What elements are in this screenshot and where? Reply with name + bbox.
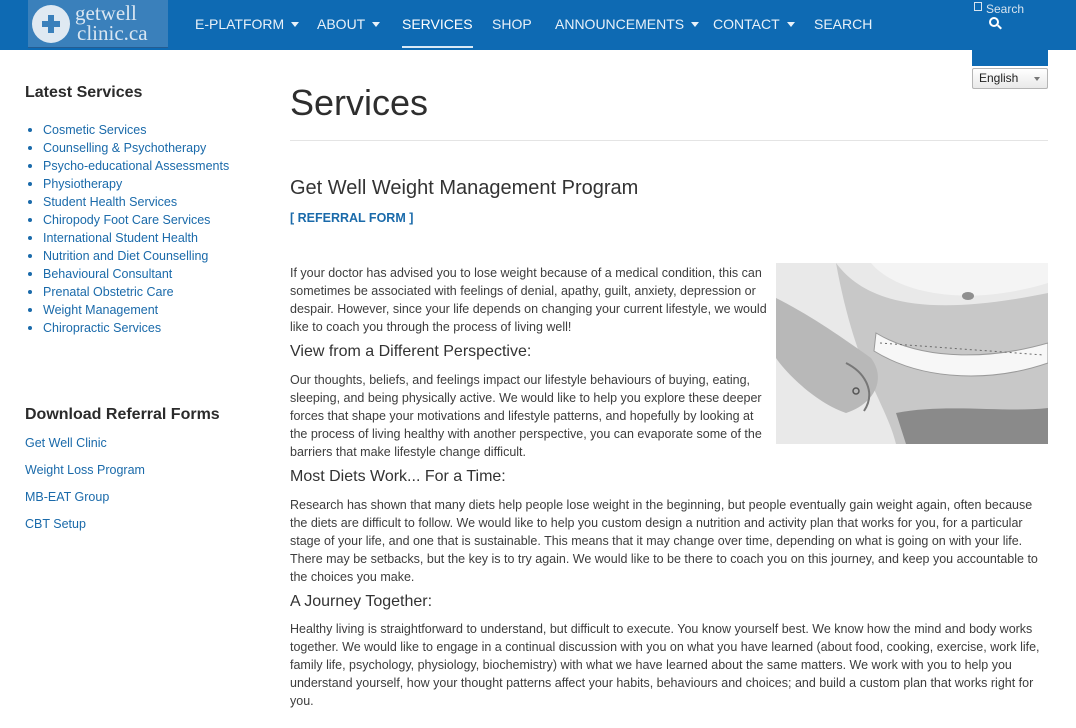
service-link-label: Student Health Services <box>43 195 178 209</box>
text-line: stage of your life, and one that is sustainable. This means that it may change over time, depending on what is going on with your life. <box>290 534 1023 548</box>
text-line: like to coach you through the process of living well! <box>290 320 572 334</box>
service-link-label: Physiotherapy <box>43 177 123 191</box>
form-link-mb-eat-group[interactable]: MB-EAT Group <box>25 490 110 504</box>
nav-label: SHOP <box>492 16 532 32</box>
caret-down-icon <box>291 22 299 27</box>
referral-form-link[interactable]: [ REFERRAL FORM ] <box>290 211 414 225</box>
text-line: Healthy living is straightforward to understand, but difficult to execute. You know yourself best. We know how the mind and body works <box>290 622 1033 636</box>
text-line: the choices you make. <box>290 570 415 584</box>
search-icon <box>989 17 1002 30</box>
nav-item-shop[interactable] <box>492 0 532 50</box>
nav-item-services[interactable] <box>402 0 473 50</box>
service-link-label: Nutrition and Diet Counselling <box>43 249 209 263</box>
text-line: sometimes be associated with feelings of denial, apathy, guilt, anxiety, depression or <box>290 284 756 298</box>
text-line: There may be setbacks, but the key is to try again. We would like to be there to coach you on this journey, and keep you accountable to <box>290 552 1038 566</box>
text-line: the diets are difficult to follow. We would like to help you custom design a nutrition and activity plan that works for you, for a particular <box>290 516 1023 530</box>
service-link-label: Counselling & Psychotherapy <box>43 141 207 155</box>
nav-label: E-PLATFORM <box>195 16 285 32</box>
language-selected-value: English <box>979 71 1019 85</box>
nav-item-e-platform[interactable] <box>195 0 299 50</box>
section-heading-journey: A Journey Together: <box>290 593 433 610</box>
site-logo[interactable] <box>28 0 168 48</box>
waist-measuring-tape-image <box>776 263 1048 444</box>
service-link-international-student[interactable] <box>25 229 265 247</box>
logo-text <box>75 3 148 43</box>
search-image-alt-text: Search <box>986 2 1025 16</box>
service-link-label: Chiropody Foot Care Services <box>43 213 211 227</box>
journey-paragraph <box>290 620 1050 710</box>
language-select[interactable] <box>972 68 1048 89</box>
caret-down-icon <box>787 22 795 27</box>
service-link-psycho-educational[interactable] <box>25 157 265 175</box>
service-link-label: Psycho-educational Assessments <box>43 159 230 173</box>
service-link-label: Chiropractic Services <box>43 321 162 335</box>
text-line: forces that shape your motivations and lifestyle patterns, and hopefully by looking at <box>290 409 754 423</box>
nav-label: CONTACT <box>713 16 780 32</box>
service-link-physiotherapy[interactable] <box>25 175 265 193</box>
caret-down-icon <box>691 22 699 27</box>
text-line: If your doctor has advised you to lose weight because of a medical condition, this can <box>290 266 762 280</box>
referral-forms-heading: Download Referral Forms <box>25 406 220 423</box>
caret-down-icon <box>372 22 380 27</box>
service-link-cosmetic[interactable] <box>25 121 265 139</box>
diets-paragraph <box>290 496 1050 586</box>
text-line: Our thoughts, beliefs, and feelings impact our lifestyle behaviours of buying, eating, <box>290 373 750 387</box>
form-link-weight-loss-program[interactable]: Weight Loss Program <box>25 463 145 477</box>
logo-text-line1: getwell <box>75 1 137 25</box>
perspective-paragraph <box>290 371 770 461</box>
top-navigation-bar <box>0 0 1076 50</box>
intro-paragraph <box>290 264 770 336</box>
service-link-chiropody[interactable] <box>25 211 265 229</box>
weight-loss-photo <box>776 263 1048 444</box>
search-button[interactable] <box>972 0 1048 66</box>
nav-label: SEARCH <box>814 16 873 32</box>
text-line: family life, psychology, physiology, biochemistry) with what we have learned about the same matters. We work with you to help you <box>290 658 1012 672</box>
section-heading-perspective: View from a Different Perspective: <box>290 343 532 360</box>
nav-label: ABOUT <box>317 16 366 32</box>
service-link-label: Weight Management <box>43 303 159 317</box>
service-link-label: Prenatal Obstetric Care <box>43 285 174 299</box>
nav-item-about[interactable] <box>317 0 380 50</box>
text-line: barriers that make lifestyle change difficult. <box>290 445 526 459</box>
service-link-counselling[interactable] <box>25 139 265 157</box>
service-link-behavioural[interactable] <box>25 265 265 283</box>
service-link-label: Cosmetic Services <box>43 123 147 137</box>
text-line: the process of living healthy with another perspective, you can evaporate some of the <box>290 427 762 441</box>
service-link-prenatal[interactable] <box>25 283 265 301</box>
nav-label: SERVICES <box>402 16 473 32</box>
service-link-label: Behavioural Consultant <box>43 267 173 281</box>
section-heading-diets: Most Diets Work... For a Time: <box>290 468 506 485</box>
text-line: Research has shown that many diets help people lose weight in the beginning, but people eventually gain weight again, often because <box>290 498 1033 512</box>
text-line: sleeping, and being physically active. We would like to help you explore these deeper <box>290 391 762 405</box>
form-link-get-well-clinic[interactable]: Get Well Clinic <box>25 436 107 450</box>
latest-services-heading: Latest Services <box>25 84 143 101</box>
service-link-weight-management[interactable] <box>25 301 265 319</box>
form-link-cbt-setup[interactable]: CBT Setup <box>25 517 86 531</box>
cross-logo-icon <box>32 5 70 43</box>
referral-forms-list <box>25 434 265 542</box>
text-line: despair. However, since your life depends on changing your current lifestyle, we would <box>290 302 767 316</box>
service-link-nutrition[interactable] <box>25 247 265 265</box>
nav-item-contact[interactable] <box>713 0 795 50</box>
service-link-chiropractic[interactable] <box>25 319 265 337</box>
broken-image-icon <box>974 2 982 11</box>
logo-text-line2: clinic.ca <box>77 21 148 45</box>
service-link-student-health[interactable] <box>25 193 265 211</box>
text-line: understand yourself, how your thought patterns affect your habits, behaviours and choices; and build a custom plan that works right for <box>290 676 1034 690</box>
text-line: together. We would like to engage in a continual discussion with you on what you have learned (about food, cooking, exercise, work life, <box>290 640 1040 654</box>
text-line: you. <box>290 694 314 708</box>
nav-item-search[interactable] <box>814 0 872 50</box>
service-link-label: International Student Health <box>43 231 198 245</box>
page-title: Services <box>290 82 429 123</box>
program-title: Get Well Weight Management Program <box>290 177 639 199</box>
latest-services-list <box>25 121 265 337</box>
nav-item-announcements[interactable] <box>555 0 699 50</box>
title-divider <box>290 140 1048 141</box>
nav-label: ANNOUNCEMENTS <box>555 16 685 32</box>
dropdown-arrow-icon <box>1034 77 1040 81</box>
